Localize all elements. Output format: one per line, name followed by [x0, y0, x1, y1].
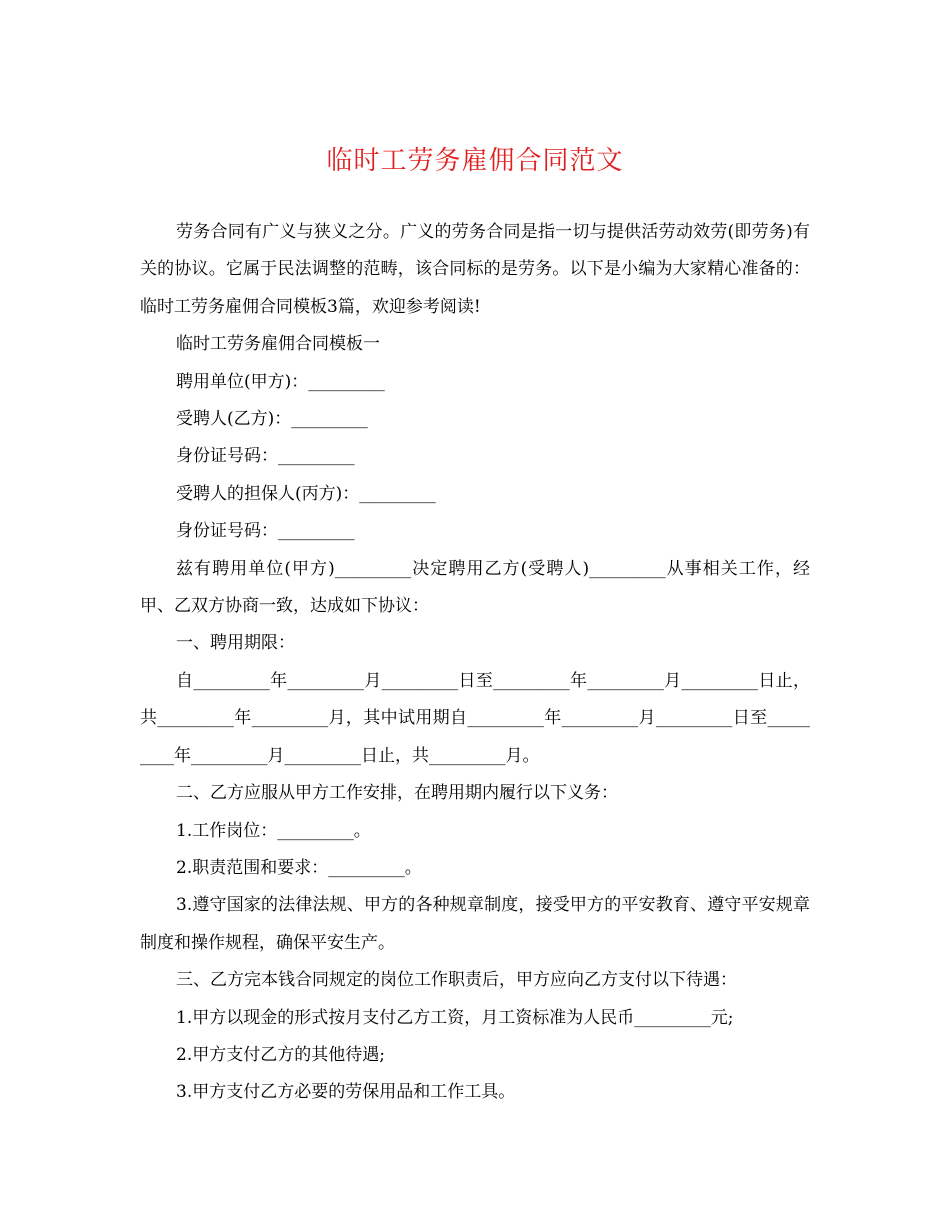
employee-id-field: 身份证号码：_________: [176, 446, 355, 467]
employer-field: 聘用单位(甲方)：_________: [176, 371, 385, 392]
guarantor-id-field: 身份证号码：_________: [176, 521, 355, 542]
duty-position: 1.工作岗位：_________。: [176, 820, 371, 841]
compensation-salary: 1.甲方以现金的形式按月支付乙方工资，月工资标准为人民币_________元;: [176, 1007, 734, 1028]
section-term-heading: 一、聘用期限：: [176, 633, 295, 654]
intro-paragraph: 劳务合同有广义与狭义之分。广义的劳务合同是指一切与提供活劳动效劳(即劳务)有关的协议。它属于民法调整的范畴，该合同标的是劳务。以下是小编为大家精心准备的：临时工劳务雇佣合同模板3篇，欢迎参考阅读!: [140, 222, 810, 317]
agreement-paragraph: 兹有聘用单位(甲方)_________决定聘用乙方(受聘人)_________从事相关工作，经甲、乙双方协商一致，达成如下协议：: [140, 558, 810, 617]
section-compensation-heading: 三、乙方完本钱合同规定的岗位工作职责后，甲方应向乙方支付以下待遇：: [176, 970, 737, 991]
document-title: 临时工劳务雇佣合同范文: [326, 146, 624, 176]
duty-scope: 2.职责范围和要求：_________。: [176, 857, 422, 878]
employee-field: 受聘人(乙方)：_________: [176, 409, 368, 430]
compensation-equipment: 3.甲方支付乙方必要的劳保用品和工作工具。: [176, 1082, 516, 1103]
compensation-other: 2.甲方支付乙方的其他待遇;: [176, 1044, 385, 1065]
duty-compliance: 3.遵守国家的法律法规、甲方的各种规章制度，接受甲方的平安教育、遵守平安规章制度和操作规程，确保平安生产。: [140, 895, 810, 953]
template-heading: 临时工劳务雇佣合同模板一: [176, 334, 380, 355]
document-body: [140, 214, 810, 1112]
guarantor-field: 受聘人的担保人(丙方)：_________: [176, 483, 436, 504]
section-duties-heading: 二、乙方应服从甲方工作安排，在聘用期内履行以下义务：: [176, 783, 618, 804]
term-dates-paragraph: 自_________年_________月_________日至_________年_________月_________日止，共_________年_________月，其中试用期自_________年_________月_________日至_________年_________月_________日止，共_________月。: [140, 670, 810, 766]
